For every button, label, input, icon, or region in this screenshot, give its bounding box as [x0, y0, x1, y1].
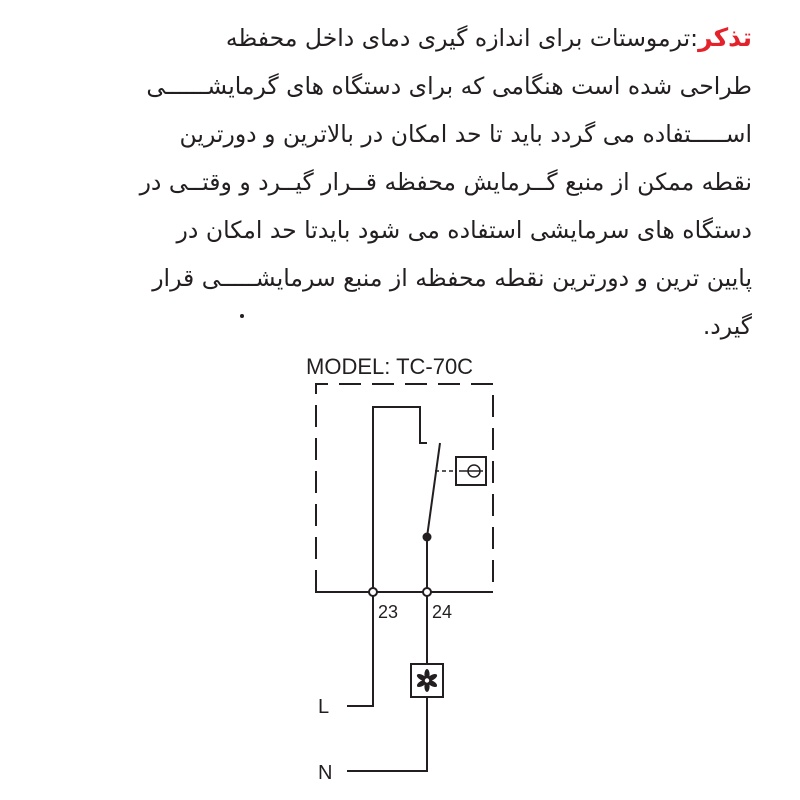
- fan-icon: [411, 664, 443, 697]
- switch-blade: [427, 443, 440, 537]
- note-heading: تذکر: [698, 23, 752, 52]
- terminal-24-label: 24: [432, 602, 453, 622]
- note-line-6: گیرد.: [702, 312, 752, 340]
- terminal-24: [423, 588, 431, 596]
- note-line-4: دستگاه های سرمایشی استفاده می شود بایدتا حد امکان در: [176, 216, 752, 244]
- thermostat-enclosure: [316, 384, 493, 592]
- neutral-label: N: [318, 762, 333, 784]
- thermometer-bulb-icon: [456, 457, 486, 485]
- line-label: L: [318, 696, 330, 718]
- contact-wire-23: [373, 407, 427, 592]
- note-lead: :ترموستات برای اندازه گیری دمای داخل محفظه: [225, 24, 699, 52]
- model-label: MODEL: TC-70C: [306, 354, 474, 379]
- note-line-5: پایین ترین و دورترین نقطه محفظه از منبع سرمایشـــــی قرار: [152, 264, 752, 292]
- note-line-3: نقطه ممکن از منبع گــرمایش محفظه قــرار گیــرد و وقتــی در: [139, 168, 752, 196]
- line-wire: [347, 596, 373, 706]
- terminal-23-label: 23: [378, 602, 399, 622]
- terminal-23: [369, 588, 377, 596]
- neutral-wire: [347, 697, 427, 771]
- note-line-2: اســـــتفاده می گردد باید تا حد امکان در بالاترین و دورترین: [179, 120, 752, 148]
- note-line-1: طراحی شده است هنگامی که برای دستگاه های گرمایشــــــی: [146, 72, 752, 100]
